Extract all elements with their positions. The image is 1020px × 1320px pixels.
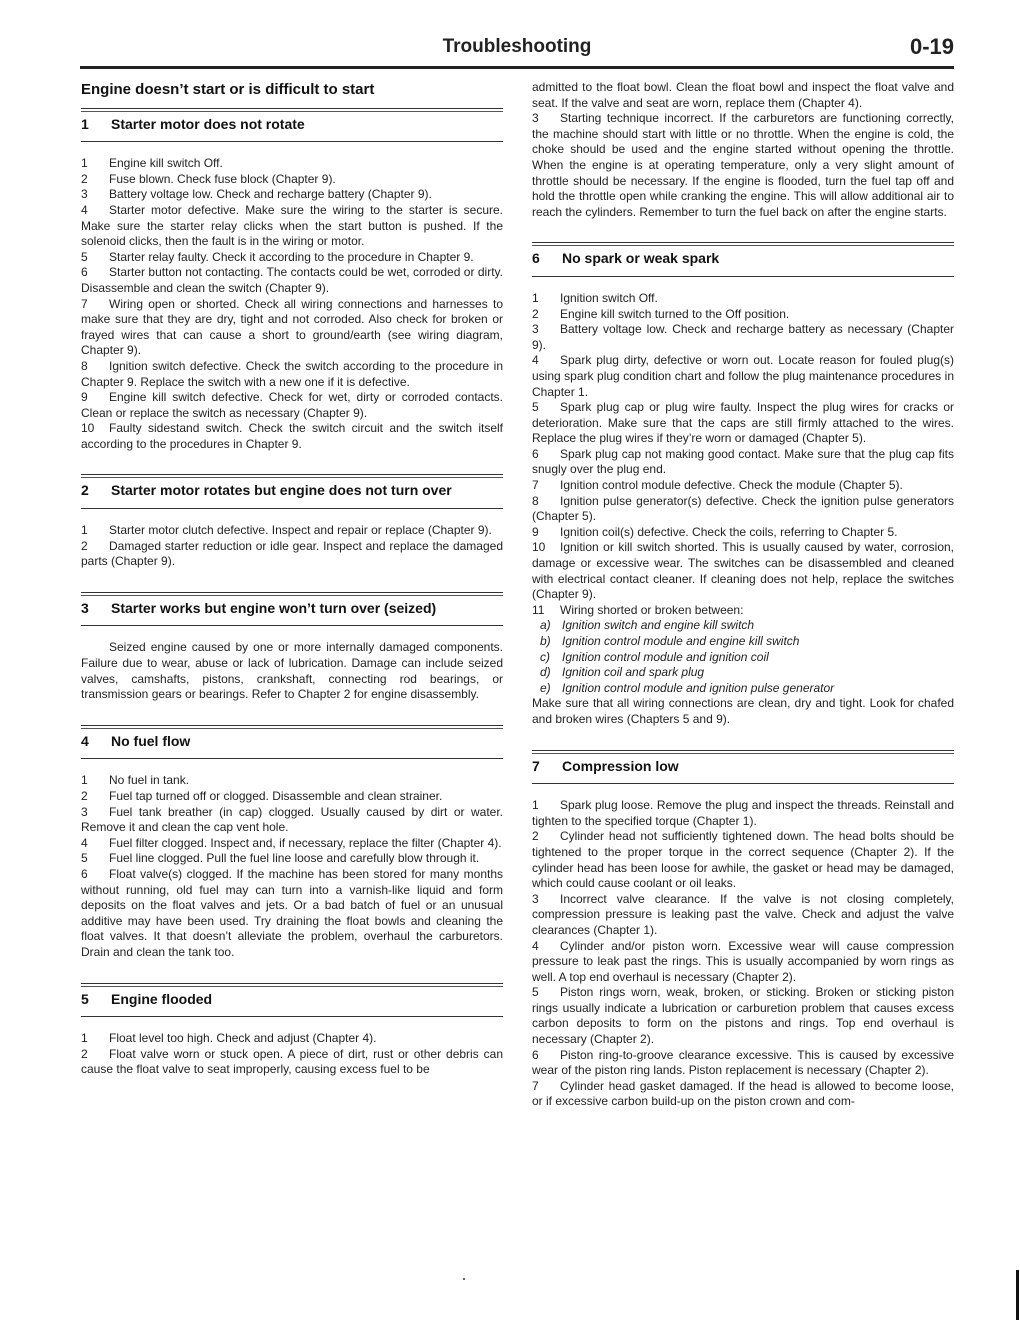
section-body-6 <box>532 291 954 728</box>
page-header <box>80 34 954 64</box>
section-header-5 <box>81 983 503 1018</box>
section-number: 1 <box>81 115 89 132</box>
list-item: 7 Cylinder head gasket damaged. If the head is allowed to become loose, or if excessive carbon build-up on the piston crown and com- <box>532 1078 954 1109</box>
list-item: 4 Cylinder and/or piston worn. Excessive wear will cause compression pressure to leak past the rings. This is usually accompanied by worn rings as well. A top end overhaul is necessary (Chapter 2). <box>532 938 954 984</box>
list-item: 10 Ignition or kill switch shorted. This is usually caused by water, corrosion, damage or excessive wear. The switches can be disassembled and cleaned with electrical contact cleaner. If cleaning does not help, replace the switches (Chapter 9). <box>532 540 954 602</box>
chapter-heading: Engine doesn’t start or is difficult to start <box>81 81 375 98</box>
sub-list-item: e) Ignition control module and ignition pulse generator <box>540 680 835 695</box>
list-item: 11 Wiring shorted or broken between: <box>532 602 744 617</box>
list-item: 5 Starter relay faulty. Check it according to the procedure in Chapter 9. <box>81 249 474 264</box>
section-title: No fuel flow <box>111 732 191 749</box>
list-item: 2 Engine kill switch turned to the Off position. <box>532 306 790 321</box>
list-item: 1 Ignition switch Off. <box>532 290 658 305</box>
section-title: Starter works but engine won’t turn over (seized) <box>111 599 437 616</box>
section-number: 4 <box>81 732 89 749</box>
list-item: 8 Ignition pulse generator(s) defective. Check the ignition pulse generators (Chapter 5). <box>532 493 954 524</box>
list-item: 2 Fuse blown. Check fuse block (Chapter 9). <box>81 171 336 186</box>
list-item: 3 Battery voltage low. Check and recharge battery as necessary (Chapter 9). <box>532 322 954 352</box>
list-item: 4 Fuel filter clogged. Inspect and, if necessary, replace the filter (Chapter 4). <box>81 835 502 850</box>
section-number: 3 <box>81 599 89 616</box>
sub-list-item: b) Ignition control module and engine kill switch <box>540 634 800 648</box>
list-item: 6 Float valve(s) clogged. If the machine has been stored for many months without running, old fuel may can turn into a varnish-like liquid and form deposits on the float valves and jets. Or a bad batch of fuel or an unusual additive may have been used. Try draining the float bowls and cleaning the float valves. It that doesn’t alleviate the problem, overhaul the carburetors. Drain and clean the tank too. <box>81 866 503 959</box>
list-item: 1 Starter motor clutch defective. Inspect and repair or replace (Chapter 9). <box>81 523 492 538</box>
list-item: 5 Spark plug cap or plug wire faulty. Inspect the plug wires for cracks or deterioration. Make sure that the caps are still firmly attached to the wires. Replace the plug wires if they’re worn or damaged (Chapter 5). <box>532 400 954 446</box>
list-item: 4 Starter motor defective. Make sure the wiring to the starter is secure. Make sure the starter relay clicks when the start button is pushed. If the solenoid clicks, then the fault is in the wiring or motor. <box>81 202 503 249</box>
section-header-4 <box>81 725 503 760</box>
section-body-1 <box>81 156 503 452</box>
list-item: 2 Cylinder head not sufficiently tightened down. The head bolts should be tightened to the proper torque in the correct sequence (Chapter 2). If the cylinder head has been loose for awhile, the gasket or head may be damaged, which could cause coolant or oil leaks. <box>532 829 954 891</box>
list-item: 5 Fuel line clogged. Pull the fuel line loose and carefully blow through it. <box>81 851 480 866</box>
list-item: 8 Ignition switch defective. Check the switch according to the procedure in Chapter 9. Replace the switch with a new one if it is defective. <box>81 358 503 389</box>
page-edge-mark <box>1016 1270 1019 1320</box>
section-title: Starter motor rotates but engine does not turn over <box>111 482 452 499</box>
list-item: 1 No fuel in tank. <box>81 773 190 788</box>
page-number: 0-19 <box>909 34 954 59</box>
paragraph: Seized engine caused by one or more internally damaged components. Failure due to wear, abuse or lack of lubrication. Damage can include seized valves, camshafts, pistons, crankshaft, connecting rod bearings, or transmission gears or bearings. Refer to Chapter 2 for engine disassembly. <box>81 640 503 702</box>
section-title: No spark or weak spark <box>562 250 720 267</box>
list-item: 9 Engine kill switch defective. Check for wet, dirty or corroded contacts. Clean or replace the switch as necessary (Chapter 9). <box>81 390 503 420</box>
list-item: 3 Battery voltage low. Check and recharge battery (Chapter 9). <box>81 187 432 202</box>
list-item: 5 Piston rings worn, weak, broken, or sticking. Broken or sticking piston rings usually indicate a lubrication or carburetion problem that causes excess carbon deposits to form on the pistons and rings. Top end overhaul is necessary (Chapter 2). <box>532 985 954 1047</box>
list-item: 7 Wiring open or shorted. Check all wiring connections and harnesses to make sure that they are dry, tight and not corroded. Also check for broken or frayed wires that can cause a short to ground/earth (see wiring diagram, Chapter 9). <box>81 296 503 358</box>
list-item: 3 Incorrect valve clearance. If the valve is not closing completely, compression pressure is leaking past the valve. Check and adjust the valve clearances (Chapter 1). <box>532 891 954 937</box>
sub-list-item: a) Ignition switch and engine kill switch <box>540 618 755 633</box>
left-column <box>81 80 503 1300</box>
list-item: 6 Piston ring-to-groove clearance excessive. This is caused by excessive wear of the piston ring lands. Piston replacement is necessary (Chapter 2). <box>532 1047 954 1078</box>
page-title: Troubleshooting <box>442 36 592 57</box>
section-number: 7 <box>532 757 540 774</box>
section-title: Compression low <box>562 757 679 774</box>
scan-speck <box>463 1278 465 1280</box>
section-body-3 <box>81 640 503 702</box>
header-rule <box>80 66 954 69</box>
list-item: 3 Fuel tank breather (in cap) clogged. Usually caused by dirt or water. Remove it and clean the cap vent hole. <box>81 804 503 835</box>
list-item: 10 Faulty sidestand switch. Check the switch circuit and the switch itself according to the procedures in Chapter 9. <box>81 421 503 451</box>
continuation-text: admitted to the float bowl. Clean the float bowl and inspect the float valve and seat. If the valve and seat are worn, replace them (Chapter 4). <box>532 80 954 110</box>
section-number: 2 <box>81 482 89 499</box>
list-item: 1 Engine kill switch Off. <box>81 156 223 171</box>
section-number: 6 <box>532 250 540 267</box>
section-body-5 <box>81 1031 503 1078</box>
section-header-6 <box>532 242 954 277</box>
list-item: 6 Starter button not contacting. The contacts could be wet, corroded or dirty. Disassemble and clean the switch (Chapter 9). <box>81 265 503 295</box>
list-item: 1 Spark plug loose. Remove the plug and inspect the threads. Reinstall and tighten to the specified torque (Chapter 1). <box>532 798 954 828</box>
section-header-1 <box>81 108 503 143</box>
list-item: 2 Float valve worn or stuck open. A piece of dirt, rust or other debris can cause the float valve to seat improperly, causing excess fuel to be <box>81 1046 503 1077</box>
sub-list-item: c) Ignition control module and ignition coil <box>540 649 769 664</box>
list-item: 7 Ignition control module defective. Check the module (Chapter 5). <box>532 478 903 493</box>
section-title: Starter motor does not rotate <box>111 115 305 132</box>
list-item: 3 Starting technique incorrect. If the carburetors are functioning correctly, the machine should start with little or no throttle. When the engine is cold, the choke should be used and the engine started without opening the throttle. When the engine is at operating temperature, only a very slight amount of throttle should be necessary. If the engine is flooded, turn the fuel tap off and hold the throttle open while cranking the engine. This will allow additional air to reach the cylinders. Remember to turn the fuel back on after the engine starts. <box>532 111 954 219</box>
section-body-4 <box>81 773 503 960</box>
list-item: 6 Spark plug cap not making good contact. Make sure that the plug cap fits snugly over the plug end. <box>532 446 954 477</box>
sub-list-item: d) Ignition coil and spark plug <box>540 665 705 680</box>
list-item: 2 Damaged starter reduction or idle gear. Inspect and replace the damaged parts (Chapter 9). <box>81 538 503 569</box>
section-body-7 <box>532 798 954 1110</box>
list-item: 1 Float level too high. Check and adjust (Chapter 4). <box>81 1031 377 1046</box>
right-column <box>532 80 954 1300</box>
section-header-2 <box>81 474 503 509</box>
section-header-7 <box>532 750 954 785</box>
list-item: 2 Fuel tap turned off or clogged. Disassemble and clean strainer. <box>81 789 443 803</box>
list-item: 4 Spark plug dirty, defective or worn out. Locate reason for fouled plug(s) using spark plug condition chart and follow the plug maintenance procedures in Chapter 1. <box>532 353 954 399</box>
closing-paragraph: Make sure that all wiring connections are clean, dry and tight. Look for chafed and broken wires (Chapters 5 and 9). <box>532 696 954 726</box>
section-title: Engine flooded <box>111 990 213 1007</box>
list-item: 9 Ignition coil(s) defective. Check the coils, referring to Chapter 5. <box>532 524 898 539</box>
section-number: 5 <box>81 990 89 1007</box>
section-header-3 <box>81 592 503 627</box>
section-body-2 <box>81 523 503 570</box>
